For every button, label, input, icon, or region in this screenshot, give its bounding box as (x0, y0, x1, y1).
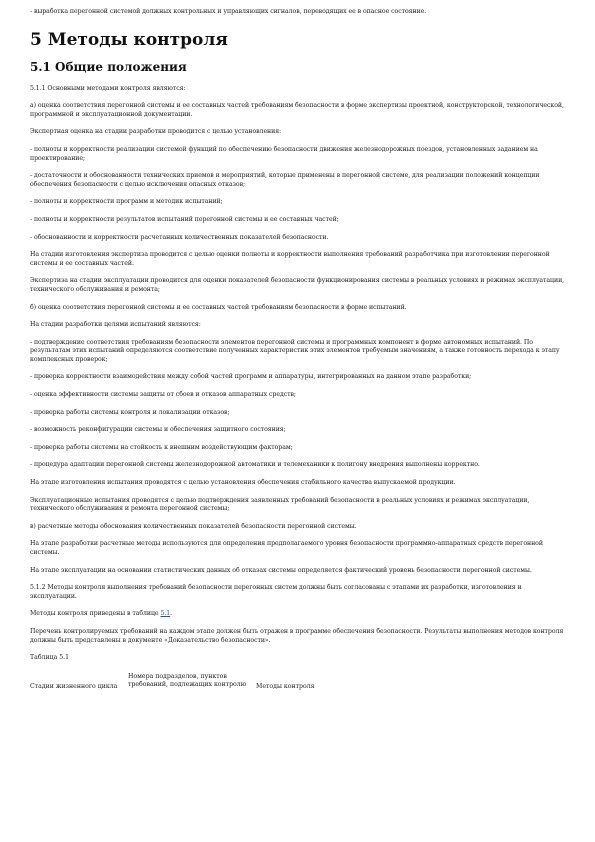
list-item: - подтверждение соответствия требованиям безопасности элементов перегонной системы и программных компонент в форме автономных испытаний. По результатам этих испытаний определяются соответствие полученных характеристик этих элементов требуемым значениям, а также готовность перехода к этапу комплексных проверок; (30, 338, 560, 363)
table-reference-suffix: . (170, 610, 173, 618)
paragraph: На этапе разработки расчетные методы используются для определения предполагаемого уровня безопасности программно-аппаратных средств перегонной системы. (30, 540, 543, 556)
table-reference-paragraph (30, 610, 570, 619)
table-reference-prefix: Методы контроля приведены в таблице (30, 610, 161, 618)
table-header-row (30, 673, 376, 691)
section-title: 5 Методы контроля (30, 29, 228, 50)
list-item: - обоснованности и корректности расчетанных количественных показателей безопасности. (30, 233, 329, 241)
paragraph: На этапе изготовления испытания проводятся с целью установления обеспечения стабильного качества выпускаемой продукции. (30, 479, 456, 487)
paragraph-carryover: - выработка перегонной системой должных контрольных и управляющих сигналов, переводящих ее в опасное состояние. (30, 8, 427, 15)
list-item: - оценка эффективности системы защиты от сбоев и отказов аппаратных средств; (30, 391, 296, 399)
list-item: - полноты и корректности программ и методик испытаний; (30, 198, 223, 206)
paragraph: На стадии изготовления экспертиза проводится с целью оценки полноты и корректности выполнения требований разработчика при изготовлении перегонной системы и ее составных частей. (30, 251, 550, 267)
paragraph: Экспертная оценка на стадии разработки проводится с целью установления: (30, 128, 282, 136)
list-item: - проверка работы системы на стойкость к внешним воздействующим факторам; (30, 443, 293, 451)
paragraph: На стадии разработки целями испытаний являются: (30, 321, 201, 329)
paragraph: в) расчетные методы обоснования количественных показателей безопасности перегонной системы. (30, 522, 357, 530)
list-item: - достаточности и обоснованности технических приемов и мероприятий, которые применены в перегонной системе, для реализации положений концепции обеспечения безопасности с целью исключения опасных отказов; (30, 172, 540, 188)
paragraph: Эксплуатационные испытания проводятся с целью подтверждения заявленных требований безопасности в реальных условиях и режимах эксплуатации, технического обслуживания и ремонта перегонной системы; (30, 496, 530, 513)
table-header-cell: Методы контроля (256, 682, 315, 690)
table-header-cell: Номера подразделов, пунктов требований, подлежащих контролю (128, 672, 247, 688)
paragraph: Перечень контролируемых требований на каждом этапе должен быть отражен в программе обеспечения безопасности. Результаты выполнения методов контроля должны быть представлены в документе «Доказательство безопасности». (30, 627, 564, 644)
paragraph: Экспертиза на стадии эксплуатации проводится для оценки показателей безопасности функционирования системы в реальных условиях и режимах эксплуатации, технического обслуживания и ремонта; (30, 277, 565, 293)
table-5-1-link[interactable]: 5.1 (160, 610, 171, 618)
list-item: - возможность реконфигурации системы и обеспечения защитного состояния; (30, 426, 286, 434)
table-header-cell: Стадии жизненного цикла (30, 682, 118, 690)
table-caption: Таблица 5.1 (30, 654, 70, 662)
subsection-title: 5.1 Общие положения (30, 59, 187, 74)
list-item: - процедура адаптации перегонной системы железнодорожной автоматики и телемеханики к полигону внедрения выполнены корректно. (30, 461, 480, 469)
paragraph: 5.1.1 Основными методами контроля являются: (30, 84, 186, 92)
list-item: - проверка корректности взаимодействия между собой частей программ и аппаратуры, интегрированных на данном этапе разработки; (30, 373, 472, 381)
list-item: - полноты и корректности результатов испытаний перегонной системы и ее составных частей; (30, 215, 339, 223)
paragraph: 5.1.2 Методы контроля выполнения требований безопасности перегонных систем должны быть согласованы с этапами их разработки, изготовления и эксплуатации. (30, 584, 522, 600)
paragraph: На этапе эксплуатации на основании статистических данных об отказах системы определяется фактический уровень безопасности перегонной системы. (30, 566, 532, 574)
paragraph: а) оценка соответствия перегонной системы и ее составных частей требованиям безопасности в форме экспертизы проектной, конструкторской, технологической, программной и эксплуатационной документации. (30, 102, 564, 118)
list-item: - проверка работы системы контроля и локализации отказов; (30, 408, 230, 416)
document-body (30, 8, 570, 691)
list-item: - полноты и корректности реализации системой функций по обеспечению безопасности движения железнодорожных поездов, установленных заданием на проектирование; (30, 145, 538, 162)
table-5-1 (30, 673, 376, 691)
paragraph: б) оценка соответствия перегонной системы и ее составных частей требованиям безопасности в форме испытаний. (30, 303, 407, 311)
